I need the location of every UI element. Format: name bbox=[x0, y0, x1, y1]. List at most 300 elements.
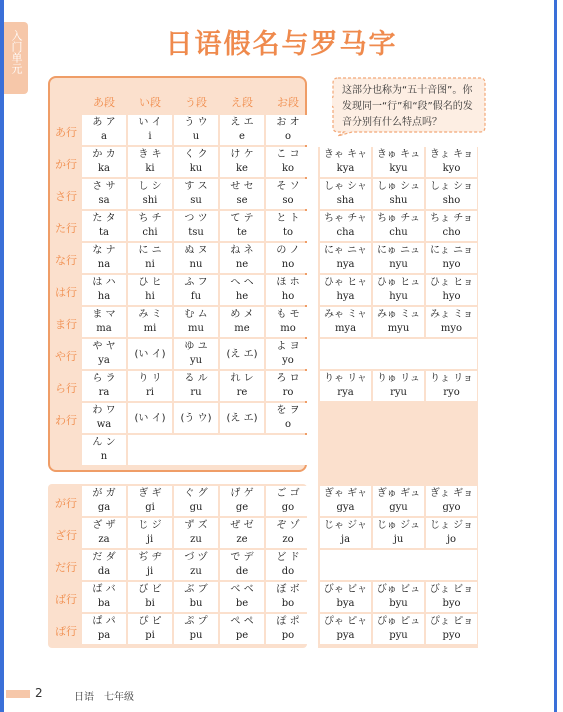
romaji-text: pe bbox=[235, 630, 249, 641]
kana-text: びょ ビョ bbox=[429, 584, 474, 595]
kana-text: にょ ニョ bbox=[430, 245, 473, 256]
romaji-text: kyu bbox=[389, 163, 408, 174]
kana-cell bbox=[82, 486, 126, 516]
romaji-text: nu bbox=[189, 259, 203, 270]
kana-text: ず ズ bbox=[184, 520, 208, 531]
romaji-text: kya bbox=[336, 163, 355, 174]
kana-text: りゅ リュ bbox=[377, 373, 420, 384]
kana-text: て テ bbox=[230, 213, 254, 224]
youon-cell bbox=[373, 582, 424, 612]
kana-cell bbox=[82, 582, 126, 612]
kana-text: ん ン bbox=[92, 437, 116, 448]
romaji-text: shi bbox=[142, 195, 158, 206]
kana-text: ぶ ブ bbox=[184, 584, 208, 595]
youon-cell bbox=[373, 275, 424, 305]
kana-cell bbox=[82, 550, 126, 580]
romaji-text: o bbox=[284, 419, 292, 430]
romaji-text: po bbox=[281, 630, 295, 641]
youon-cell bbox=[426, 147, 477, 177]
row-header: は行 bbox=[55, 286, 77, 299]
kana-cell bbox=[174, 275, 218, 305]
kana-cell bbox=[82, 371, 126, 401]
youon-cell bbox=[320, 582, 371, 612]
kana-cell bbox=[82, 211, 126, 241]
kana-cell bbox=[220, 211, 264, 241]
kana-text: ぐ グ bbox=[184, 488, 208, 499]
kana-text: ご ゴ bbox=[276, 488, 300, 499]
kana-cell bbox=[266, 275, 310, 305]
romaji-text: te bbox=[237, 227, 247, 238]
youon-cell bbox=[320, 179, 371, 209]
page-title: 日语假名与罗马字 bbox=[165, 29, 398, 60]
kana-text: き キ bbox=[138, 149, 162, 160]
romaji-text: na bbox=[97, 259, 111, 270]
romaji-text: no bbox=[281, 259, 295, 270]
row-header: た行 bbox=[55, 222, 77, 235]
kana-text: みゃ ミャ bbox=[324, 309, 367, 320]
kana-text: ぴゅ ピュ bbox=[376, 616, 421, 627]
kana-cell bbox=[174, 147, 218, 177]
column-header: お段 bbox=[277, 96, 299, 109]
romaji-text: pyo bbox=[442, 630, 461, 641]
kana-cell bbox=[128, 486, 172, 516]
kana-text: びゃ ビャ bbox=[323, 584, 368, 595]
romaji-text: me bbox=[234, 323, 250, 334]
romaji-text: za bbox=[98, 534, 110, 545]
kana-text: ぱ パ bbox=[92, 616, 116, 627]
kana-text: ら ラ bbox=[92, 373, 116, 384]
column-header: う段 bbox=[185, 96, 207, 109]
romaji-text: pa bbox=[97, 630, 111, 641]
row-header: ぱ行 bbox=[55, 625, 77, 638]
youon-cell bbox=[426, 486, 477, 516]
kana-text: ば バ bbox=[92, 584, 116, 595]
row-header: だ行 bbox=[55, 561, 77, 574]
kana-text: あ ア bbox=[92, 117, 116, 128]
youon-cell bbox=[373, 307, 424, 337]
romaji-text: ro bbox=[282, 387, 294, 398]
kana-text: む ム bbox=[184, 309, 208, 320]
romaji-text: zu bbox=[190, 534, 202, 545]
kana-text: い イ bbox=[138, 117, 162, 128]
kana-text: く ク bbox=[184, 149, 208, 160]
romaji-text: ji bbox=[146, 566, 154, 577]
kana-text: ちょ チョ bbox=[430, 213, 473, 224]
kana-cell bbox=[174, 371, 218, 401]
kana-text: か カ bbox=[92, 149, 116, 160]
kana-text: め メ bbox=[230, 309, 254, 320]
kana-cell bbox=[266, 147, 310, 177]
youon-cell bbox=[426, 179, 477, 209]
youon-cell bbox=[320, 243, 371, 273]
kana-text: りょ リョ bbox=[430, 373, 473, 384]
kana-cell bbox=[128, 371, 172, 401]
kana-text: ぺ ペ bbox=[230, 616, 254, 627]
romaji-text: hyu bbox=[389, 291, 408, 302]
page-right-edge bbox=[554, 0, 557, 712]
youon-cell bbox=[320, 275, 371, 305]
kana-cell bbox=[266, 371, 310, 401]
kana-cell bbox=[174, 211, 218, 241]
youon-cell bbox=[426, 275, 477, 305]
kana-text: ぎ ギ bbox=[138, 488, 162, 499]
kana-text: ぴゃ ピャ bbox=[323, 616, 368, 627]
romaji-text: nyu bbox=[389, 259, 408, 270]
kana-text: ぼ ボ bbox=[276, 584, 300, 595]
row-header: か行 bbox=[55, 158, 77, 171]
youon-cell bbox=[426, 582, 477, 612]
blank-cell bbox=[320, 339, 477, 369]
blank-cell bbox=[320, 550, 477, 580]
romaji-text: zu bbox=[190, 566, 202, 577]
youon-cell bbox=[320, 307, 371, 337]
romaji-text: cho bbox=[442, 227, 461, 238]
kana-cell bbox=[128, 179, 172, 209]
column-header: い段 bbox=[139, 96, 161, 109]
kana-text: ちゃ チャ bbox=[324, 213, 367, 224]
romaji-text: chu bbox=[389, 227, 408, 238]
kana-text: だ ダ bbox=[92, 552, 116, 563]
kana-text: ね ネ bbox=[230, 245, 254, 256]
romaji-text: nya bbox=[336, 259, 355, 270]
kana-cell bbox=[82, 339, 126, 369]
youon-cell bbox=[426, 243, 477, 273]
romaji-text: ji bbox=[146, 534, 154, 545]
kana-text: ぎゅ ギュ bbox=[376, 488, 421, 499]
kana-text: (い イ) bbox=[134, 413, 166, 424]
kana-text: わ ワ bbox=[92, 405, 116, 416]
kana-cell bbox=[128, 614, 172, 644]
kana-cell bbox=[266, 211, 310, 241]
youon-cell bbox=[373, 211, 424, 241]
romaji-text: i bbox=[148, 131, 152, 142]
romaji-text: de bbox=[235, 566, 249, 577]
romaji-text: sho bbox=[442, 195, 461, 206]
youon-cell bbox=[320, 518, 371, 548]
kana-text: せ セ bbox=[230, 181, 254, 192]
kana-text: こ コ bbox=[276, 149, 300, 160]
kana-text: きゃ キャ bbox=[323, 149, 368, 160]
romaji-text: ko bbox=[281, 163, 295, 174]
kana-cell bbox=[128, 550, 172, 580]
romaji-text: mo bbox=[280, 323, 296, 334]
youon-cell bbox=[426, 518, 477, 548]
kana-cell bbox=[220, 371, 264, 401]
romaji-text: su bbox=[190, 195, 202, 206]
kana-cell bbox=[128, 518, 172, 548]
romaji-text: rya bbox=[337, 387, 354, 398]
kana-text: で デ bbox=[230, 552, 254, 563]
kana-text: ぢ ヂ bbox=[138, 552, 162, 563]
row-header: わ行 bbox=[55, 414, 77, 427]
romaji-text: cha bbox=[336, 227, 355, 238]
youon-cell bbox=[373, 179, 424, 209]
kana-cell bbox=[266, 243, 310, 273]
youon-cell bbox=[373, 486, 424, 516]
youon-cell bbox=[373, 614, 424, 644]
kana-cell bbox=[174, 403, 218, 433]
kana-cell bbox=[220, 518, 264, 548]
kana-text: ぬ ヌ bbox=[184, 245, 208, 256]
romaji-text: n bbox=[100, 451, 108, 462]
kana-cell bbox=[128, 115, 172, 145]
romaji-text: myo bbox=[440, 323, 463, 334]
romaji-text: bo bbox=[281, 598, 295, 609]
romaji-text: a bbox=[101, 131, 107, 142]
romaji-text: pya bbox=[336, 630, 355, 641]
footer-accent-bar bbox=[6, 690, 30, 698]
romaji-text: be bbox=[235, 598, 249, 609]
kana-text: の ノ bbox=[276, 245, 300, 256]
kana-text: ちゅ チュ bbox=[377, 213, 420, 224]
kana-cell bbox=[128, 403, 172, 433]
kana-cell bbox=[220, 550, 264, 580]
kana-text: は ハ bbox=[92, 277, 116, 288]
kana-cell bbox=[220, 403, 264, 433]
kana-text: つ ツ bbox=[184, 213, 208, 224]
row-header: ば行 bbox=[55, 593, 77, 606]
romaji-text: gi bbox=[145, 502, 155, 513]
kana-text: う ウ bbox=[184, 117, 208, 128]
romaji-text: ma bbox=[96, 323, 112, 334]
romaji-text: hi bbox=[145, 291, 155, 302]
romaji-text: tsu bbox=[188, 227, 204, 238]
kana-cell bbox=[174, 307, 218, 337]
youon-cell bbox=[426, 307, 477, 337]
romaji-text: ya bbox=[98, 355, 110, 366]
kana-text: さ サ bbox=[92, 181, 116, 192]
kana-text: ざ ザ bbox=[92, 520, 116, 531]
kana-cell bbox=[174, 582, 218, 612]
kana-text: や ヤ bbox=[92, 341, 116, 352]
kana-cell bbox=[174, 179, 218, 209]
kana-text: を ヲ bbox=[276, 405, 300, 416]
row-header: な行 bbox=[55, 254, 77, 267]
kana-text: じ ジ bbox=[138, 520, 162, 531]
romaji-text: ni bbox=[145, 259, 155, 270]
kana-text: りゃ リャ bbox=[324, 373, 367, 384]
kana-text: ぴ ピ bbox=[138, 616, 162, 627]
kana-text: しょ ショ bbox=[430, 181, 473, 192]
romaji-text: ta bbox=[99, 227, 109, 238]
romaji-text: yo bbox=[282, 355, 294, 366]
kana-cell bbox=[266, 403, 310, 433]
romaji-text: da bbox=[97, 566, 111, 577]
romaji-text: ka bbox=[97, 163, 111, 174]
kana-cell bbox=[128, 307, 172, 337]
row-header: あ行 bbox=[55, 126, 77, 139]
kana-cell bbox=[220, 243, 264, 273]
column-header: あ段 bbox=[93, 96, 115, 109]
speech-bubble bbox=[332, 77, 482, 133]
romaji-text: ja bbox=[340, 534, 351, 545]
kana-cell bbox=[82, 307, 126, 337]
romaji-text: go bbox=[281, 502, 295, 513]
kana-text: (う ウ) bbox=[180, 413, 212, 424]
kana-cell bbox=[266, 486, 310, 516]
kana-cell bbox=[220, 275, 264, 305]
kana-cell bbox=[82, 115, 126, 145]
kana-cell bbox=[266, 307, 310, 337]
kana-text: よ ヨ bbox=[276, 341, 300, 352]
romaji-text: myu bbox=[387, 323, 410, 334]
romaji-text: gya bbox=[336, 502, 355, 513]
kana-text: れ レ bbox=[230, 373, 254, 384]
row-header: ざ行 bbox=[55, 529, 77, 542]
kana-cell bbox=[82, 518, 126, 548]
kana-cell bbox=[220, 486, 264, 516]
blank-cell bbox=[128, 435, 310, 465]
youon-cell bbox=[426, 211, 477, 241]
kana-cell bbox=[266, 518, 310, 548]
romaji-text: ze bbox=[236, 534, 248, 545]
romaji-text: hyo bbox=[442, 291, 461, 302]
kana-text: も モ bbox=[276, 309, 300, 320]
kana-text: ひゅ ヒュ bbox=[376, 277, 421, 288]
youon-cell bbox=[373, 243, 424, 273]
unit-tab-label: 入门单元 bbox=[10, 30, 23, 74]
romaji-text: ju bbox=[393, 534, 404, 545]
kana-text: じゃ ジャ bbox=[324, 520, 367, 531]
kana-cell bbox=[174, 243, 218, 273]
kana-text: る ル bbox=[184, 373, 208, 384]
kana-text: ぷ プ bbox=[184, 616, 208, 627]
kana-text: べ ベ bbox=[230, 584, 254, 595]
kana-cell bbox=[266, 550, 310, 580]
kana-text: (え エ) bbox=[226, 413, 258, 424]
kana-text: ち チ bbox=[138, 213, 162, 224]
romaji-text: bi bbox=[145, 598, 155, 609]
romaji-text: sha bbox=[336, 195, 355, 206]
kana-cell bbox=[266, 614, 310, 644]
romaji-text: to bbox=[282, 227, 294, 238]
romaji-text: gyu bbox=[389, 502, 408, 513]
kana-cell bbox=[82, 243, 126, 273]
kana-cell bbox=[266, 115, 310, 145]
kana-text: ひゃ ヒャ bbox=[323, 277, 368, 288]
kana-text: (い イ) bbox=[134, 349, 166, 360]
romaji-text: byo bbox=[442, 598, 461, 609]
kana-text: し シ bbox=[138, 181, 162, 192]
kana-cell bbox=[82, 403, 126, 433]
romaji-text: pyu bbox=[389, 630, 408, 641]
romaji-text: yu bbox=[189, 355, 203, 366]
romaji-text: sa bbox=[98, 195, 110, 206]
row-header: さ行 bbox=[55, 190, 77, 203]
romaji-text: jo bbox=[446, 534, 457, 545]
romaji-text: pu bbox=[189, 630, 203, 641]
romaji-text: kyo bbox=[442, 163, 461, 174]
youon-cell bbox=[320, 486, 371, 516]
page-left-edge bbox=[0, 0, 4, 712]
kana-text: (え エ) bbox=[226, 349, 258, 360]
youon-cell bbox=[373, 147, 424, 177]
romaji-text: so bbox=[282, 195, 294, 206]
kana-text: じょ ジョ bbox=[430, 520, 473, 531]
romaji-text: ne bbox=[235, 259, 249, 270]
kana-cell bbox=[220, 115, 264, 145]
row-header: や行 bbox=[55, 350, 77, 363]
romaji-text: zo bbox=[282, 534, 294, 545]
kana-cell bbox=[266, 339, 310, 369]
kana-text: そ ソ bbox=[276, 181, 300, 192]
kana-cell bbox=[174, 614, 218, 644]
kana-text: しゅ シュ bbox=[377, 181, 420, 192]
kana-cell bbox=[128, 243, 172, 273]
kana-cell bbox=[82, 614, 126, 644]
kana-text: ぎゃ ギャ bbox=[323, 488, 368, 499]
kana-text: に ニ bbox=[138, 245, 162, 256]
romaji-text: he bbox=[235, 291, 249, 302]
romaji-text: shu bbox=[389, 195, 408, 206]
row-header: ら行 bbox=[55, 382, 77, 395]
romaji-text: mya bbox=[334, 323, 357, 334]
kana-cell bbox=[82, 179, 126, 209]
kana-cell bbox=[266, 582, 310, 612]
youon-cell bbox=[373, 371, 424, 401]
romaji-text: ke bbox=[236, 163, 248, 174]
kana-text: ろ ロ bbox=[276, 373, 300, 384]
romaji-text: ga bbox=[97, 502, 111, 513]
romaji-text: bu bbox=[189, 598, 203, 609]
kana-cell bbox=[174, 115, 218, 145]
kana-text: ま マ bbox=[92, 309, 116, 320]
youon-cell bbox=[373, 518, 424, 548]
kana-text: び ビ bbox=[138, 584, 162, 595]
kana-text: びゅ ビュ bbox=[376, 584, 421, 595]
kana-text: へ ヘ bbox=[230, 277, 254, 288]
kana-text: た タ bbox=[92, 213, 116, 224]
kana-cell bbox=[174, 518, 218, 548]
kana-cell bbox=[174, 486, 218, 516]
kana-text: え エ bbox=[230, 117, 254, 128]
kana-cell bbox=[128, 147, 172, 177]
speech-bubble-text: 这部分也称为“五十音图”。你发现同一“行”和“段”假名的发音分别有什么特点吗？ bbox=[342, 85, 473, 128]
kana-cell bbox=[82, 435, 126, 465]
kana-cell bbox=[128, 582, 172, 612]
romaji-text: ki bbox=[145, 163, 155, 174]
column-header: え段 bbox=[231, 96, 253, 109]
kana-text: が ガ bbox=[92, 488, 116, 499]
romaji-text: byu bbox=[389, 598, 408, 609]
kana-cell bbox=[174, 550, 218, 580]
kana-text: ど ド bbox=[276, 552, 300, 563]
romaji-text: mi bbox=[143, 323, 157, 334]
kana-text: け ケ bbox=[230, 149, 254, 160]
kana-text: な ナ bbox=[92, 245, 116, 256]
kana-text: みゅ ミュ bbox=[377, 309, 420, 320]
kana-cell bbox=[266, 179, 310, 209]
kana-text: みょ ミョ bbox=[430, 309, 473, 320]
youon-cell bbox=[320, 371, 371, 401]
kana-text: づ ヅ bbox=[184, 552, 208, 563]
kana-text: にゅ ニュ bbox=[377, 245, 420, 256]
kana-text: お オ bbox=[276, 117, 300, 128]
kana-text: す ス bbox=[184, 181, 208, 192]
kana-text: ほ ホ bbox=[276, 277, 300, 288]
kana-cell bbox=[220, 147, 264, 177]
youon-cell bbox=[426, 614, 477, 644]
romaji-text: o bbox=[284, 131, 292, 142]
romaji-text: se bbox=[236, 195, 248, 206]
kana-text: み ミ bbox=[138, 309, 162, 320]
kana-text: ぴょ ピョ bbox=[429, 616, 474, 627]
kana-cell bbox=[220, 307, 264, 337]
romaji-text: ri bbox=[146, 387, 154, 398]
romaji-text: ho bbox=[281, 291, 295, 302]
kana-cell bbox=[220, 582, 264, 612]
romaji-text: ba bbox=[97, 598, 111, 609]
